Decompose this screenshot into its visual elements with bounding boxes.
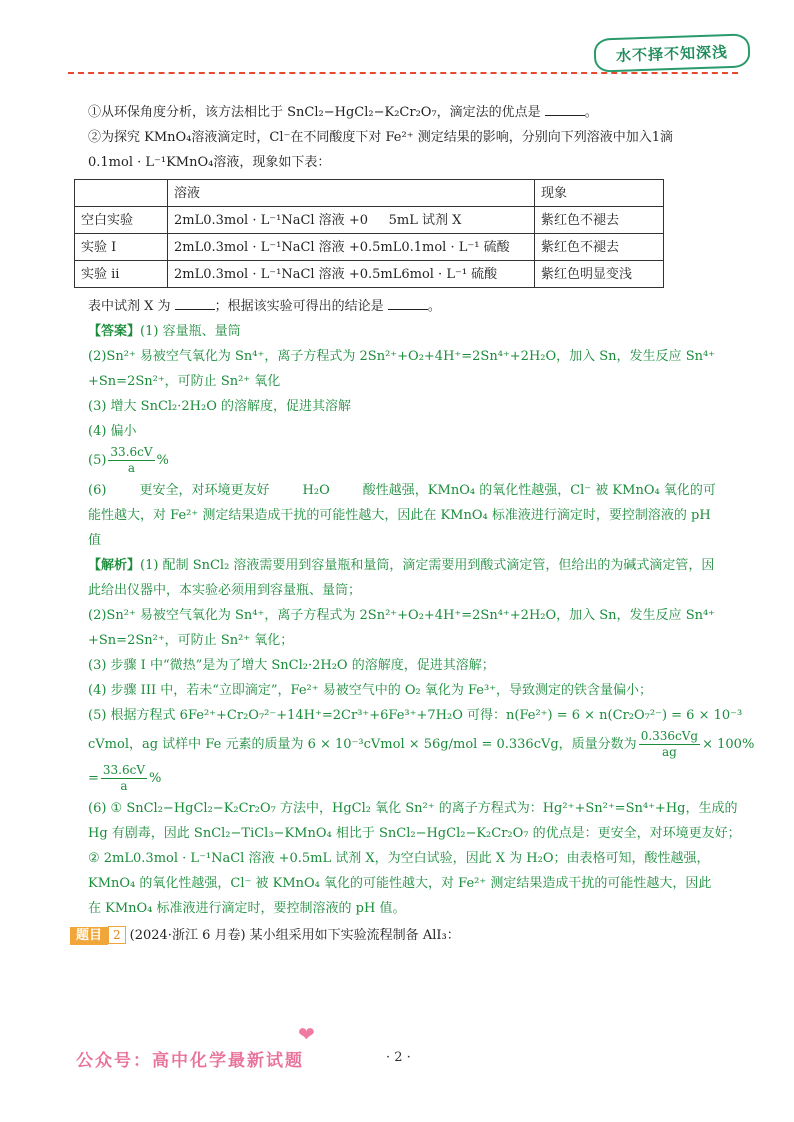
answer-blank [175, 297, 215, 310]
answer-line: (5) $\frac{33.6cV}{a}$ % [88, 445, 169, 475]
question-p3: 0.1mol · L⁻¹KMnO₄溶液，现象如下表： [88, 155, 331, 170]
question-badge: 题目 [70, 927, 108, 945]
answer-line: 能性越大，对 Fe²⁺ 测定结果造成干扰的可能性越大，因此在 KMnO₄ 标准液进行滴定时，要控制溶液的 pH [88, 508, 711, 523]
experiment-table [74, 179, 664, 288]
analysis-line: (6) ① SnCl₂−HgCl₂−K₂Cr₂O₇ 方法中，HgCl₂ 氧化 Sn²⁺ 的离子方程式为：Hg²⁺+Sn²⁺=Sn⁴⁺+Hg，生成的 [88, 801, 738, 816]
answer-section: 【答案】(1) 容量瓶、量筒 (2)Sn²⁺ 易被空气氧化为 Sn⁴⁺，离子方程式为 2Sn²⁺+O₂+4H⁺=2Sn⁴⁺+2H₂O，加入 Sn，发生反应 Sn⁴⁺ +Sn=2Sn²⁺，可防止 Sn²⁺ 氧化 (3) 增大 SnCl₂·2H₂O 的溶解度，促进其溶解 (4) 偏小 (5) $\frac{33.6cV}{a}$ % (6) 更安全，对环境更友好 H₂O 酸性越强，KMnO₄ 的氧化性越强，Cl⁻ 被 KMnO₄ 氧化的可 能性越大，对 Fe²⁺ 测定结果造成干扰的可能性越大，因此在 KMnO₄ 标准液进行滴定时，要控制溶液的 pH 值 【解析】(1) 配制 SnCl₂ 溶液需要用到容量瓶和量筒，滴定需要用到酸式滴定管，但给出的为碱式滴定管，因 此给出仪器中，本实验必须用到容量瓶、量筒； (2)Sn²⁺ 易被空气氧化为 Sn⁴⁺，离子方程式为 2Sn²⁺+O₂+4H⁺=2Sn⁴⁺+2H₂O，加入 Sn，发生反应 Sn⁴⁺ +Sn=2Sn²⁺，可防止 Sn²⁺ 氧化； (3) 步骤 I 中“微热”是为了增大 SnCl₂·2H₂O 的溶解度，促进其溶解； (4) 步骤 III 中，若未“立即滴定”，Fe²⁺ 易被空气中的 O₂ 氧化为 Fe³⁺，导致测定的铁含量偏小； (5) 根据方程式 6Fe²⁺+Cr₂O₇²⁻+14H⁺=2Cr³⁺+6Fe³⁺+7H₂O 可得：n(Fe²⁺) = 6 × n(Cr₂O₇²⁻) = 6 × 10⁻³ cVmol，ag 试样中 Fe 元素的质量为 6 × 10⁻³cVmol × 56g/mol = 0.336cVg，质量分数为 $\frac{\text{0.336cVg}}{ag}$ × 100% = $\frac{33.6cV}{a}$ % (6) ① SnCl₂−HgCl₂−K₂Cr₂O₇ 方法中，HgCl₂ 氧化 Sn²⁺ 的离子方程式为：Hg²⁺+Sn²⁺=Sn⁴⁺+Hg，生成的 Hg 有剧毒，因此 SnCl₂−TiCl₃−KMnO₄ 相比于 SnCl₂−HgCl₂−K₂Cr₂O₇ 的优点是：更安全，对环境更友好； ② 2mL0.3mol · L⁻¹NaCl 溶液 +0.5mL 试剂 X，为空白试验，因此 X 为 H₂O；由表格可知，酸性越强， KMnO₄ 的氧化性越强，Cl⁻ 被 KMnO₄ 氧化的可能性越大，对 Fe²⁺ 测定结果造成干扰的可能性越大，因此 在 KMnO₄ 标准液进行滴定时，要控制溶液的 pH 值。 [88, 319, 728, 921]
question-number: 2 [108, 926, 126, 944]
analysis-line: = $\frac{33.6cV}{a}$ % [88, 763, 162, 793]
analysis-tag: 【解析】 [88, 558, 141, 573]
footer-brand: 公众号：高中化学最新试题 [76, 1051, 304, 1071]
answer-line: (6) 更安全，对环境更友好 H₂O 酸性越强，KMnO₄ 的氧化性越强，Cl⁻ 被 KMnO₄ 氧化的可 [88, 483, 716, 498]
next-question: 题目 2 (2024·浙江 6 月卷) 某小组采用如下实验流程制备 AlI₃： [70, 923, 728, 948]
header-stamp: 水不择不知深浅 [593, 33, 750, 72]
analysis-line: 在 KMnO₄ 标准液进行滴定时，要控制溶液的 pH 值。 [88, 901, 406, 916]
analysis-line: (4) 步骤 III 中，若未“立即滴定”，Fe²⁺ 易被空气中的 O₂ 氧化为 Fe³⁺，导致测定的铁含量偏小； [88, 683, 653, 698]
fraction: $\frac{33.6cV}{a}$ [110, 445, 153, 475]
analysis-line: Hg 有剧毒，因此 SnCl₂−TiCl₃−KMnO₄ 相比于 SnCl₂−HgCl₂−K₂Cr₂O₇ 的优点是：更安全，对环境更友好； [88, 826, 741, 841]
answer-line: (4) 偏小 [88, 424, 137, 439]
answer-line: (3) 增大 SnCl₂·2H₂O 的溶解度，促进其溶解 [88, 399, 352, 414]
heart-icon: ❤ [298, 1022, 315, 1046]
fraction: $\frac{33.6cV}{a}$ [102, 763, 146, 793]
answer-line: (2)Sn²⁺ 易被空气氧化为 Sn⁴⁺，离子方程式为 2Sn²⁺+O₂+4H⁺=2Sn⁴⁺+2H₂O，加入 Sn，发生反应 Sn⁴⁺ [88, 349, 716, 364]
answer-blank [545, 103, 585, 116]
table-row: 空白实验 2mL0.3mol · L⁻¹NaCl 溶液 +0 5mL 试剂 X 紫红色不褪去 [75, 207, 664, 234]
fraction: $\frac{\text{0.336cVg}}{ag}$ [640, 729, 699, 759]
page-number: · 2 · [386, 1050, 411, 1065]
answer-tag: 【答案】 [88, 324, 141, 339]
answer-blank [388, 297, 428, 310]
analysis-line: (2)Sn²⁺ 易被空气氧化为 Sn⁴⁺，离子方程式为 2Sn²⁺+O₂+4H⁺=2Sn⁴⁺+2H₂O，加入 Sn，发生反应 Sn⁴⁺ [88, 608, 716, 623]
question-p1: ①从环保角度分析，该方法相比于 SnCl₂−HgCl₂−K₂Cr₂O₇，滴定法的优点是 。 [88, 105, 598, 120]
header-divider [68, 72, 738, 74]
analysis-line: 此给出仪器中，本实验必须用到容量瓶、量筒； [88, 583, 362, 598]
answer-line: 值 [88, 533, 102, 548]
analysis-line: cVmol，ag 试样中 Fe 元素的质量为 6 × 10⁻³cVmol × 56g/mol = 0.336cVg，质量分数为 $\frac{\text{0.336cVg}}{ag}$ × 100% [88, 729, 755, 759]
analysis-line: ② 2mL0.3mol · L⁻¹NaCl 溶液 +0.5mL 试剂 X，为空白试验，因此 X 为 H₂O；由表格可知，酸性越强， [88, 851, 710, 866]
analysis-line: KMnO₄ 的氧化性越强，Cl⁻ 被 KMnO₄ 氧化的可能性越大，对 Fe²⁺ 测定结果造成干扰的可能性越大，因此 [88, 876, 712, 891]
page-content [76, 100, 755, 948]
table-header-row: 溶液 现象 [75, 180, 664, 207]
table-row: 实验 I 2mL0.3mol · L⁻¹NaCl 溶液 +0.5mL0.1mol · L⁻¹ 硫酸 紫红色不褪去 [75, 234, 664, 261]
analysis-line: (3) 步骤 I 中“微热”是为了增大 SnCl₂·2H₂O 的溶解度，促进其溶解； [88, 658, 495, 673]
question-p4: 表中试剂 X 为 ；根据该实验可得出的结论是 。 [88, 299, 441, 314]
analysis-line: +Sn=2Sn²⁺，可防止 Sn²⁺ 氧化； [88, 633, 294, 648]
question-p2: ②为探究 KMnO₄溶液滴定时，Cl⁻在不同酸度下对 Fe²⁺ 测定结果的影响，分别向下列溶液中加入1滴 [88, 130, 673, 145]
answer-line: +Sn=2Sn²⁺，可防止 Sn²⁺ 氧化 [88, 374, 281, 389]
table-row: 实验 ii 2mL0.3mol · L⁻¹NaCl 溶液 +0.5mL6mol · L⁻¹ 硫酸 紫红色明显变浅 [75, 261, 664, 288]
analysis-line: (5) 根据方程式 6Fe²⁺+Cr₂O₇²⁻+14H⁺=2Cr³⁺+6Fe³⁺+7H₂O 可得：n(Fe²⁺) = 6 × n(Cr₂O₇²⁻) = 6 × 10⁻³ [88, 708, 743, 723]
